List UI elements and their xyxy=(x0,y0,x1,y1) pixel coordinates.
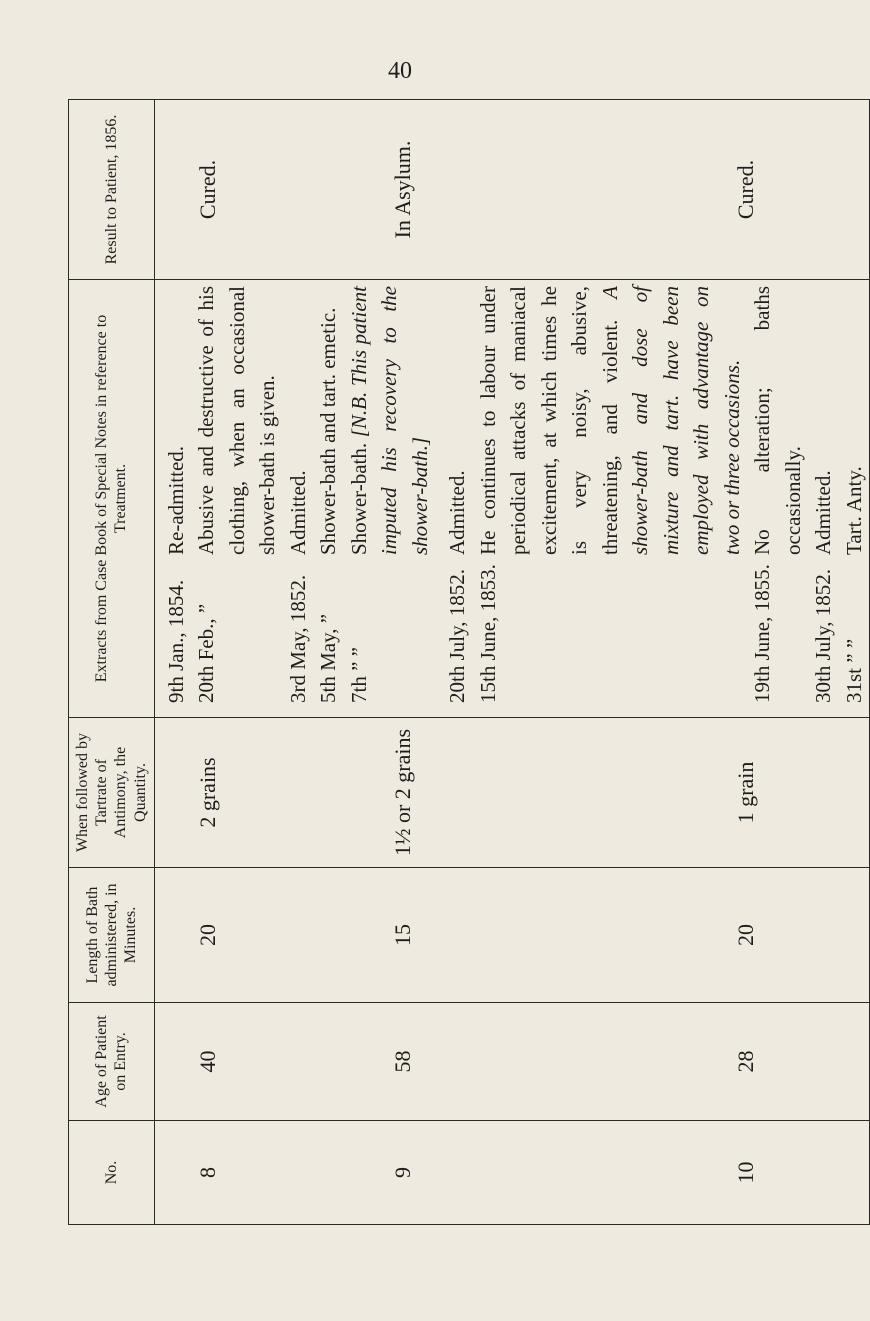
entry-date: 7th ” ” xyxy=(346,647,371,703)
row-10-length: 20 xyxy=(732,924,758,946)
tartrate-cell xyxy=(154,718,870,868)
row-9-tartrate: 1½ or 2 grains xyxy=(389,728,415,857)
entry-note: Abusive and destructive of his clothing, when an occasional shower-bath is given. xyxy=(194,286,280,555)
row-10-age: 28 xyxy=(732,1050,758,1073)
table-body-row xyxy=(154,100,870,1225)
row-9-result: In Asylum. xyxy=(389,140,415,239)
entry-note: Shower-bath and tart. emetic. xyxy=(316,307,341,555)
case-entry xyxy=(839,286,870,703)
row-8-result: Cured. xyxy=(194,159,220,220)
entry-note: Admitted. xyxy=(445,470,470,555)
length-cell xyxy=(154,868,870,1003)
case-entry xyxy=(191,286,283,703)
entry-note: Tart. Anty. xyxy=(841,466,866,555)
entry-date: 20th July, 1852. xyxy=(445,569,470,703)
case-entry xyxy=(442,286,473,703)
row-8-age: 40 xyxy=(194,1050,220,1073)
row-10-no: 10 xyxy=(732,1161,758,1184)
row-9-age: 58 xyxy=(389,1050,415,1073)
result-cell xyxy=(154,100,870,280)
entry-note xyxy=(344,286,436,555)
entry-date: 20th Feb., ” xyxy=(194,603,219,703)
header-bath-length: Length of Bath administered, in Minutes. xyxy=(69,868,155,1003)
entry-note xyxy=(473,286,748,555)
no-cell xyxy=(154,1121,870,1225)
header-extracts: Extracts from Case Book of Special Notes in reference to Treatment. xyxy=(69,280,155,718)
row-8-no: 8 xyxy=(194,1167,220,1178)
header-tartrate: When followed by Tartrate of Antimony, the Quantity. xyxy=(69,718,155,868)
case-entry xyxy=(344,286,436,703)
entry-note-italic: A shower-bath and dose of mixture and tart. have been employed with advantage on two or three occasions. xyxy=(597,286,744,555)
rotated-table-frame xyxy=(68,100,866,1225)
entry-date: 5th May, ” xyxy=(316,613,341,703)
entry-date: 31st ” ” xyxy=(841,638,866,703)
entry-date: 9th Jan., 1854. xyxy=(163,579,188,703)
entry-date: 19th June, 1855. xyxy=(750,564,775,703)
row-8-tartrate: 2 grains xyxy=(194,757,220,828)
row-10-result: Cured. xyxy=(732,159,758,220)
header-result: Result to Patient, 1856. xyxy=(69,100,155,280)
header-row xyxy=(69,100,155,1225)
case-table xyxy=(68,99,870,1225)
entry-note-text: Shower-bath. xyxy=(346,442,371,555)
row-10-tartrate: 1 grain xyxy=(732,761,758,824)
row-9-no: 9 xyxy=(389,1167,415,1178)
entry-date: 3rd May, 1852. xyxy=(285,574,310,703)
entry-note: No alteration; baths occasionally. xyxy=(750,286,805,555)
row-8-length: 20 xyxy=(194,924,220,946)
case-entry xyxy=(161,286,192,703)
case-entry xyxy=(283,286,314,703)
header-age: Age of Patient on Entry. xyxy=(69,1003,155,1121)
header-no: No. xyxy=(69,1121,155,1225)
entry-note-italic: [N.B. This patient imputed his recovery to the shower-bath.] xyxy=(346,286,432,555)
entry-note: Admitted. xyxy=(285,470,310,555)
case-entry xyxy=(808,286,839,703)
case-entry xyxy=(473,286,748,703)
entry-note: Admitted. xyxy=(811,470,836,555)
row-9-length: 15 xyxy=(389,924,415,946)
page-number: 40 xyxy=(388,58,412,84)
age-cell xyxy=(154,1003,870,1121)
entry-date: 15th June, 1853. xyxy=(475,564,500,703)
entry-note: Re-admitted. xyxy=(163,445,188,555)
case-entry xyxy=(313,286,344,703)
case-entry xyxy=(747,286,808,703)
entry-date: 30th July, 1852. xyxy=(811,569,836,703)
entry-note-text: He continues to labour under periodical attacks of maniacal excitement, at which times he is very noisy, abusive, threatening, and violent. xyxy=(475,286,622,555)
extracts-cell xyxy=(154,280,870,718)
